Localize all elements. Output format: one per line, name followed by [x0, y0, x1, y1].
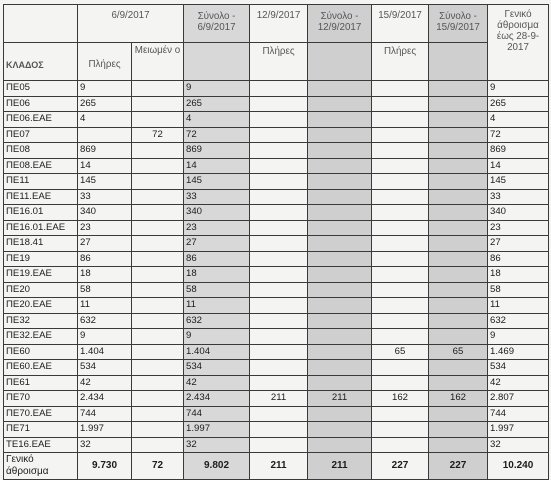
- header-grand-total: Γενικό άθροισμα έως 28-9-2017: [488, 5, 549, 81]
- cell-plires-2: [250, 81, 308, 97]
- cell-klados: ΤΕ16.ΕΑΕ: [4, 437, 78, 453]
- cell-plires-1: 744: [78, 406, 132, 422]
- cell-total-2: [308, 81, 372, 97]
- cell-plires-3: [372, 282, 429, 298]
- table-row: [4, 174, 549, 190]
- cell-total-2: [308, 127, 372, 143]
- cell-total-2: [308, 360, 372, 376]
- cell-total-1: 23: [184, 220, 250, 236]
- cell-total-1: 32: [184, 437, 250, 453]
- cell-total-2: [308, 143, 372, 159]
- totals-plires-2: 211: [250, 453, 308, 480]
- cell-plires-1: [78, 127, 132, 143]
- cell-total-1: 340: [184, 205, 250, 221]
- cell-total-3: [429, 282, 488, 298]
- cell-plires-2: [250, 189, 308, 205]
- cell-plires-2: [250, 112, 308, 128]
- cell-total-1: 18: [184, 267, 250, 283]
- cell-total-3: [429, 437, 488, 453]
- header-total-3: Σύνολο - 15/9/2017: [429, 5, 488, 43]
- cell-total-1: 744: [184, 406, 250, 422]
- cell-total-1: 1.404: [184, 344, 250, 360]
- totals-label: Γενικό άθροισμα: [4, 453, 78, 480]
- cell-meiomeno: 72: [132, 127, 184, 143]
- cell-plires-3: [372, 205, 429, 221]
- cell-plires-3: [372, 127, 429, 143]
- cell-meiomeno: [132, 298, 184, 314]
- header-row-columns: [4, 43, 549, 81]
- cell-total-3: 162: [429, 391, 488, 407]
- cell-total-2: 211: [308, 391, 372, 407]
- cell-plires-2: [250, 174, 308, 190]
- cell-grand-total: 869: [488, 143, 549, 159]
- header-total-3-blank: [429, 43, 488, 81]
- cell-total-1: 9: [184, 81, 250, 97]
- cell-plires-3: 65: [372, 344, 429, 360]
- cell-klados: ΠΕ19: [4, 251, 78, 267]
- totals-meiomeno: 72: [132, 453, 184, 480]
- cell-total-1: 11: [184, 298, 250, 314]
- cell-grand-total: 33: [488, 189, 549, 205]
- cell-total-3: [429, 375, 488, 391]
- cell-total-2: [308, 375, 372, 391]
- cell-total-1: 86: [184, 251, 250, 267]
- cell-plires-1: 265: [78, 96, 132, 112]
- header-plires-2: Πλήρες: [250, 43, 308, 81]
- cell-klados: ΠΕ60: [4, 344, 78, 360]
- cell-grand-total: 265: [488, 96, 549, 112]
- cell-total-1: 2.434: [184, 391, 250, 407]
- table-row: [4, 81, 549, 97]
- cell-meiomeno: [132, 360, 184, 376]
- header-total-1: Σύνολο - 6/9/2017: [184, 5, 250, 43]
- cell-plires-2: [250, 375, 308, 391]
- cell-total-1: 534: [184, 360, 250, 376]
- cell-klados: ΠΕ11: [4, 174, 78, 190]
- cell-meiomeno: [132, 236, 184, 252]
- cell-meiomeno: [132, 406, 184, 422]
- table-row: [4, 391, 549, 407]
- cell-total-3: [429, 158, 488, 174]
- cell-meiomeno: [132, 189, 184, 205]
- document-page: [3, 4, 549, 480]
- cell-meiomeno: [132, 282, 184, 298]
- cell-plires-3: [372, 298, 429, 314]
- cell-total-3: [429, 127, 488, 143]
- cell-plires-1: 27: [78, 236, 132, 252]
- cell-plires-3: [372, 112, 429, 128]
- cell-klados: ΠΕ70.ΕΑΕ: [4, 406, 78, 422]
- cell-klados: ΠΕ18.41: [4, 236, 78, 252]
- cell-total-1: 72: [184, 127, 250, 143]
- header-row-dates: [4, 5, 549, 43]
- cell-meiomeno: [132, 205, 184, 221]
- cell-total-2: [308, 329, 372, 345]
- cell-total-3: [429, 189, 488, 205]
- cell-plires-3: [372, 375, 429, 391]
- cell-meiomeno: [132, 81, 184, 97]
- cell-total-3: [429, 112, 488, 128]
- cell-total-1: 632: [184, 313, 250, 329]
- cell-plires-3: [372, 422, 429, 438]
- cell-meiomeno: [132, 437, 184, 453]
- cell-total-2: [308, 251, 372, 267]
- cell-total-1: 1.997: [184, 422, 250, 438]
- table-row: [4, 329, 549, 345]
- cell-total-3: [429, 298, 488, 314]
- cell-klados: ΠΕ19.ΕΑΕ: [4, 267, 78, 283]
- table-row: [4, 298, 549, 314]
- cell-plires-1: 42: [78, 375, 132, 391]
- cell-plires-3: [372, 81, 429, 97]
- cell-plires-3: [372, 158, 429, 174]
- cell-plires-3: [372, 236, 429, 252]
- cell-grand-total: 632: [488, 313, 549, 329]
- cell-plires-1: 23: [78, 220, 132, 236]
- cell-plires-3: [372, 189, 429, 205]
- cell-plires-3: [372, 267, 429, 283]
- cell-klados: ΠΕ20.ΕΑΕ: [4, 298, 78, 314]
- cell-plires-3: [372, 220, 429, 236]
- cell-plires-3: 162: [372, 391, 429, 407]
- cell-meiomeno: [132, 112, 184, 128]
- cell-grand-total: 72: [488, 127, 549, 143]
- cell-total-3: [429, 174, 488, 190]
- cell-grand-total: 32: [488, 437, 549, 453]
- cell-total-2: [308, 220, 372, 236]
- cell-klados: ΠΕ16.01.ΕΑΕ: [4, 220, 78, 236]
- cell-total-2: [308, 437, 372, 453]
- table-row: [4, 220, 549, 236]
- cell-plires-1: 632: [78, 313, 132, 329]
- cell-plires-2: [250, 236, 308, 252]
- cell-plires-3: [372, 406, 429, 422]
- allocation-table: [3, 4, 549, 480]
- cell-klados: ΠΕ60.ΕΑΕ: [4, 360, 78, 376]
- header-total-2: Σύνολο - 12/9/2017: [308, 5, 372, 43]
- cell-klados: ΠΕ32.ΕΑΕ: [4, 329, 78, 345]
- cell-plires-3: [372, 143, 429, 159]
- header-total-1-blank: [184, 43, 250, 81]
- cell-grand-total: 340: [488, 205, 549, 221]
- cell-plires-1: 14: [78, 158, 132, 174]
- cell-total-2: [308, 282, 372, 298]
- cell-klados: ΠΕ05: [4, 81, 78, 97]
- cell-klados: ΠΕ06.ΕΑΕ: [4, 112, 78, 128]
- cell-grand-total: 27: [488, 236, 549, 252]
- cell-plires-2: [250, 282, 308, 298]
- cell-plires-2: [250, 127, 308, 143]
- cell-meiomeno: [132, 375, 184, 391]
- cell-total-1: 265: [184, 96, 250, 112]
- cell-plires-2: 211: [250, 391, 308, 407]
- cell-meiomeno: [132, 329, 184, 345]
- header-meiomeno: Μειωμέν ο: [132, 43, 184, 81]
- cell-plires-1: 145: [78, 174, 132, 190]
- table-row: [4, 313, 549, 329]
- cell-plires-2: [250, 360, 308, 376]
- cell-plires-3: [372, 251, 429, 267]
- cell-plires-3: [372, 329, 429, 345]
- cell-klados: ΠΕ32: [4, 313, 78, 329]
- cell-plires-2: [250, 251, 308, 267]
- cell-meiomeno: [132, 391, 184, 407]
- cell-meiomeno: [132, 344, 184, 360]
- cell-meiomeno: [132, 96, 184, 112]
- cell-total-2: [308, 158, 372, 174]
- cell-total-2: [308, 112, 372, 128]
- cell-plires-1: 11: [78, 298, 132, 314]
- cell-meiomeno: [132, 267, 184, 283]
- cell-plires-3: [372, 437, 429, 453]
- totals-grand-total: 10.240: [488, 453, 549, 480]
- cell-plires-2: [250, 267, 308, 283]
- cell-grand-total: 2.807: [488, 391, 549, 407]
- cell-total-2: [308, 236, 372, 252]
- cell-klados: ΠΕ06: [4, 96, 78, 112]
- totals-plires-1: 9.730: [78, 453, 132, 480]
- header-total-2-blank: [308, 43, 372, 81]
- totals-total-1: 9.802: [184, 453, 250, 480]
- cell-total-1: 869: [184, 143, 250, 159]
- cell-grand-total: 42: [488, 375, 549, 391]
- table-row: [4, 143, 549, 159]
- cell-total-3: [429, 251, 488, 267]
- cell-total-3: [429, 329, 488, 345]
- table-row: [4, 344, 549, 360]
- cell-plires-1: 340: [78, 205, 132, 221]
- cell-plires-2: [250, 220, 308, 236]
- cell-plires-2: [250, 143, 308, 159]
- cell-total-2: [308, 189, 372, 205]
- cell-klados: ΠΕ08: [4, 143, 78, 159]
- cell-total-2: [308, 174, 372, 190]
- table-row: [4, 236, 549, 252]
- table-row: [4, 375, 549, 391]
- cell-plires-1: 869: [78, 143, 132, 159]
- cell-plires-1: 1.997: [78, 422, 132, 438]
- cell-plires-1: 33: [78, 189, 132, 205]
- cell-total-3: [429, 406, 488, 422]
- cell-plires-3: [372, 313, 429, 329]
- cell-grand-total: 58: [488, 282, 549, 298]
- cell-total-2: [308, 406, 372, 422]
- cell-grand-total: 86: [488, 251, 549, 267]
- cell-grand-total: 4: [488, 112, 549, 128]
- cell-plires-2: [250, 344, 308, 360]
- cell-total-1: 58: [184, 282, 250, 298]
- table-row: [4, 360, 549, 376]
- cell-plires-1: 18: [78, 267, 132, 283]
- header-date-3: 15/9/2017: [372, 5, 429, 43]
- cell-plires-1: 9: [78, 81, 132, 97]
- cell-total-3: [429, 220, 488, 236]
- cell-grand-total: 145: [488, 174, 549, 190]
- cell-total-2: [308, 96, 372, 112]
- cell-total-3: [429, 236, 488, 252]
- table-row: [4, 437, 549, 453]
- cell-total-2: [308, 313, 372, 329]
- cell-klados: ΠΕ16.01: [4, 205, 78, 221]
- cell-total-2: [308, 422, 372, 438]
- cell-plires-2: [250, 422, 308, 438]
- cell-plires-1: 9: [78, 329, 132, 345]
- cell-klados: ΠΕ20: [4, 282, 78, 298]
- cell-total-3: [429, 267, 488, 283]
- cell-plires-3: [372, 96, 429, 112]
- cell-total-1: 42: [184, 375, 250, 391]
- header-date-1: 6/9/2017: [78, 5, 184, 43]
- cell-grand-total: 1.997: [488, 422, 549, 438]
- header-plires-3: Πλήρες: [372, 43, 429, 81]
- cell-plires-2: [250, 437, 308, 453]
- header-date-2: 12/9/2017: [250, 5, 308, 43]
- header-blank-cell: [4, 5, 78, 43]
- cell-plires-2: [250, 158, 308, 174]
- cell-klados: ΠΕ07: [4, 127, 78, 143]
- cell-plires-1: 534: [78, 360, 132, 376]
- cell-total-1: 145: [184, 174, 250, 190]
- table-row: [4, 406, 549, 422]
- cell-total-1: 27: [184, 236, 250, 252]
- cell-grand-total: 23: [488, 220, 549, 236]
- table-row: [4, 251, 549, 267]
- table-row: [4, 422, 549, 438]
- cell-total-3: [429, 205, 488, 221]
- cell-plires-2: [250, 313, 308, 329]
- cell-plires-2: [250, 298, 308, 314]
- cell-meiomeno: [132, 174, 184, 190]
- table-row: [4, 96, 549, 112]
- cell-grand-total: 18: [488, 267, 549, 283]
- cell-plires-1: 4: [78, 112, 132, 128]
- cell-klados: ΠΕ11.ΕΑΕ: [4, 189, 78, 205]
- table-row: [4, 112, 549, 128]
- cell-plires-1: 1.404: [78, 344, 132, 360]
- cell-meiomeno: [132, 220, 184, 236]
- cell-total-1: 9: [184, 329, 250, 345]
- cell-grand-total: 534: [488, 360, 549, 376]
- cell-total-3: 65: [429, 344, 488, 360]
- table-row: [4, 205, 549, 221]
- cell-plires-1: 58: [78, 282, 132, 298]
- header-klados: ΚΛΑΔΟΣ: [4, 43, 78, 81]
- cell-meiomeno: [132, 158, 184, 174]
- cell-klados: ΠΕ71: [4, 422, 78, 438]
- cell-plires-1: 86: [78, 251, 132, 267]
- cell-total-3: [429, 313, 488, 329]
- totals-row: [4, 453, 549, 480]
- totals-plires-3: 227: [372, 453, 429, 480]
- cell-meiomeno: [132, 313, 184, 329]
- table-row: [4, 189, 549, 205]
- cell-total-3: [429, 143, 488, 159]
- cell-klados: ΠΕ70: [4, 391, 78, 407]
- table-row: [4, 127, 549, 143]
- cell-plires-2: [250, 205, 308, 221]
- cell-total-1: 33: [184, 189, 250, 205]
- cell-total-3: [429, 360, 488, 376]
- cell-klados: ΠΕ08.ΕΑΕ: [4, 158, 78, 174]
- cell-meiomeno: [132, 422, 184, 438]
- cell-grand-total: 11: [488, 298, 549, 314]
- cell-total-3: [429, 422, 488, 438]
- cell-total-1: 4: [184, 112, 250, 128]
- cell-total-2: [308, 344, 372, 360]
- totals-total-3: 227: [429, 453, 488, 480]
- cell-total-2: [308, 267, 372, 283]
- cell-meiomeno: [132, 143, 184, 159]
- cell-klados: ΠΕ61: [4, 375, 78, 391]
- header-plires-1: Πλήρες: [78, 43, 132, 81]
- cell-total-2: [308, 205, 372, 221]
- totals-total-2: 211: [308, 453, 372, 480]
- cell-grand-total: 14: [488, 158, 549, 174]
- cell-meiomeno: [132, 251, 184, 267]
- cell-plires-1: 32: [78, 437, 132, 453]
- cell-plires-2: [250, 406, 308, 422]
- cell-total-2: [308, 298, 372, 314]
- cell-total-3: [429, 96, 488, 112]
- cell-plires-3: [372, 174, 429, 190]
- table-row: [4, 267, 549, 283]
- cell-grand-total: 744: [488, 406, 549, 422]
- table-row: [4, 158, 549, 174]
- cell-grand-total: 1.469: [488, 344, 549, 360]
- cell-plires-2: [250, 96, 308, 112]
- cell-total-1: 14: [184, 158, 250, 174]
- cell-grand-total: 9: [488, 81, 549, 97]
- cell-plires-1: 2.434: [78, 391, 132, 407]
- cell-plires-3: [372, 360, 429, 376]
- cell-total-3: [429, 81, 488, 97]
- table-row: [4, 282, 549, 298]
- cell-grand-total: 9: [488, 329, 549, 345]
- cell-plires-2: [250, 329, 308, 345]
